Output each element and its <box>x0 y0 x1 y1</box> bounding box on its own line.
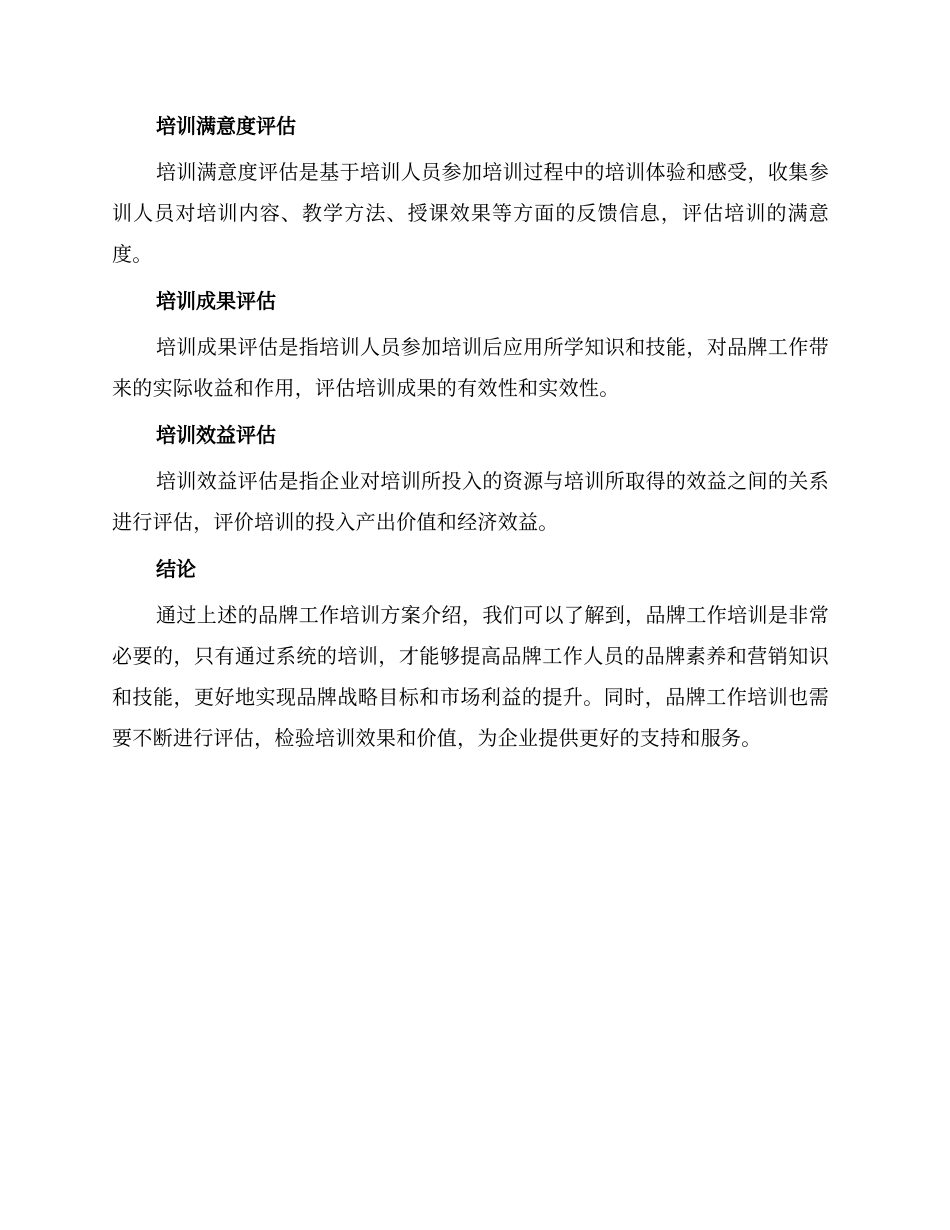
section-heading: 培训满意度评估 <box>156 114 296 138</box>
section-outcome <box>112 283 829 409</box>
section-paragraph: 培训满意度评估是基于培训人员参加培训过程中的培训体验和感受，收集参训人员对培训内容、教学方法、授课效果等方面的反馈信息，评估培训的满意度。 <box>112 160 829 266</box>
section-benefit <box>112 417 829 543</box>
section-heading: 培训成果评估 <box>156 289 276 313</box>
section-heading: 培训效益评估 <box>156 423 276 447</box>
section-satisfaction <box>112 108 829 275</box>
section-conclusion <box>112 551 829 759</box>
section-paragraph: 培训效益评估是指企业对培训所投入的资源与培训所取得的效益之间的关系进行评估，评价培训的投入产出价值和经济效益。 <box>112 469 829 534</box>
section-heading: 结论 <box>156 557 196 581</box>
section-paragraph: 培训成果评估是指培训人员参加培训后应用所学知识和技能，对品牌工作带来的实际收益和作用，评估培训成果的有效性和实效性。 <box>112 335 829 400</box>
section-paragraph: 通过上述的品牌工作培训方案介绍，我们可以了解到，品牌工作培训是非常必要的，只有通过系统的培训，才能够提高品牌工作人员的品牌素养和营销知识和技能，更好地实现品牌战略目标和市场利益的提升。同时，品牌工作培训也需要不断进行评估，检验培训效果和价值，为企业提供更好的支持和服务。 <box>112 603 829 750</box>
